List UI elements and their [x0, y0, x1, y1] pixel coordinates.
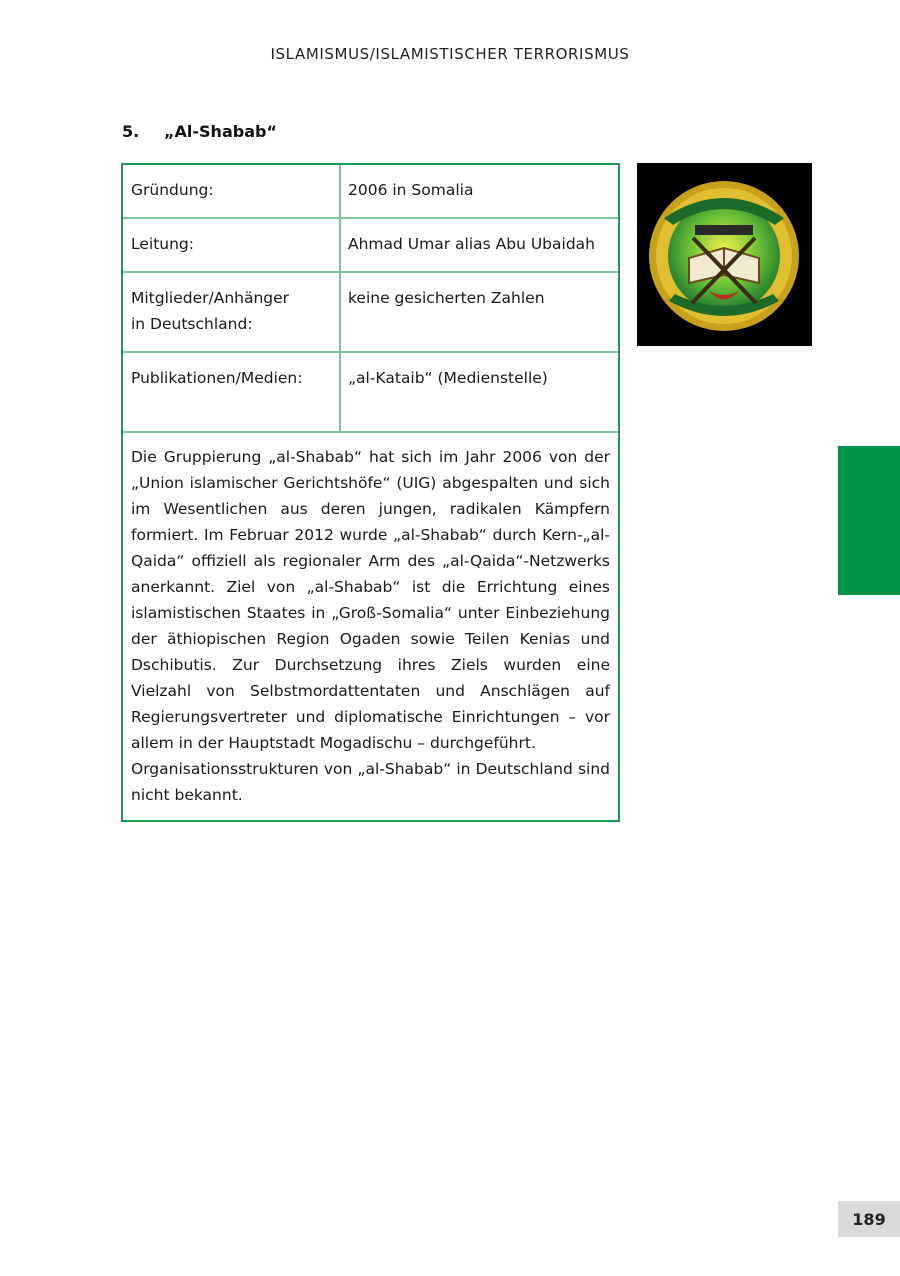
description-text: Die Gruppierung „al-Shabab“ hat sich im Jahr 2006 von der „Union islamischer Gerichtshöfe“ (UIG) abgespalten und sich im Wesentlichen aus deren jungen, radikalen Kämpfern formiert. Im Februar 2012 wurde „al-Shabab“ durch Kern-„al-Qaida“ offiziell als regionaler Arm des „al-Qaida“-Netzwerks anerkannt. Ziel von „al-Shabab“ ist die Errichtung eines islamistischen Staates in „Groß-Somalia“ unter Einbeziehung der äthiopischen Region Ogaden sowie Teilen Kenias und Dschibutis. Zur Durchsetzung ihres Ziels wurden eine Vielzahl von Selbstmordattentaten und Anschlägen auf Regierungsvertreter und diplomatische Einrichtungen – vor allem in der Hauptstadt Mogadischu – durchgeführt. Organisationsstrukturen von „al-Shabab“ in Deutschland sind nicht bekannt.	[131, 448, 610, 804]
running-header: ISLAMISMUS/ISLAMISTISCHER TERRORISMUS	[270, 45, 630, 63]
section-title: „Al-Shabab“	[164, 122, 277, 141]
section-heading	[122, 122, 277, 141]
section-number: 5.	[122, 122, 140, 141]
fact-label-members: Mitglieder/Anhänger in Deutschland:	[123, 273, 341, 351]
fact-label-founding: Gründung:	[123, 165, 341, 217]
fact-label-leadership: Leitung:	[123, 219, 341, 271]
fact-value-founding: 2006 in Somalia	[348, 181, 474, 199]
fact-value-members: keine gesicherten Zahlen	[348, 289, 545, 307]
fact-value-leadership: Ahmad Umar alias Abu Ubaidah	[348, 235, 595, 253]
fact-label-publications: Publikationen/Medien:	[123, 353, 341, 431]
fact-row-leadership	[123, 219, 618, 273]
fact-row-members	[123, 273, 618, 353]
fact-value-publications: „al-Kataib“ (Medienstelle)	[348, 369, 548, 387]
page-number: 189	[838, 1201, 900, 1237]
al-shabab-emblem-icon	[637, 163, 812, 346]
fact-table	[121, 163, 620, 822]
fact-row-publications	[123, 353, 618, 433]
chapter-tab-marker	[838, 446, 900, 595]
fact-row-founding	[123, 165, 618, 219]
